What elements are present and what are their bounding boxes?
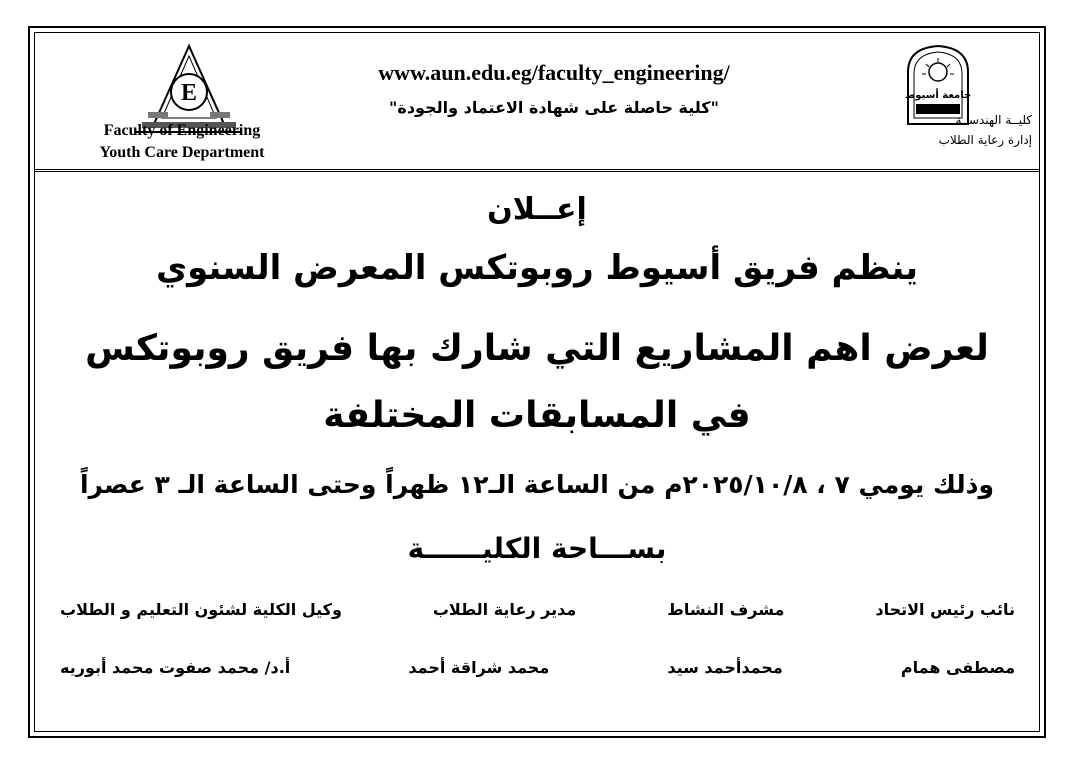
department-arabic-name: إدارة رعاية الطلاب [938,133,1032,147]
signature-title: نائب رئيس الاتحاد [875,600,1015,619]
website-url: www.aun.edu.eg/faculty_engineering/ [378,60,730,85]
signature-title: مشرف النشاط [667,600,785,619]
header-divider [34,169,1040,172]
faculty-arabic-text [854,110,1032,150]
signature-title: مدير رعاية الطلاب [432,600,577,619]
announcement-title: إعــلان [487,192,587,227]
announcement-line-1: ينظم فريق أسيوط روبوتكس المعرض السنوي [155,248,919,288]
signature-titles [60,600,1015,619]
faculty-arabic-name: كليــة الهندســة [955,113,1032,127]
accreditation-text: "كلية حاصلة على شهادة الاعتماد والجودة" [389,98,719,117]
signature-name: أ.د/ محمد صفوت محمد أبوريه [60,658,291,677]
signature-title: وكيل الكلية لشئون التعليم و الطلاب [60,600,342,619]
svg-text:جامعة أسيوط: جامعة أسيوط [904,90,972,101]
announcement-line-3: في المسابقات المختلفة [323,395,751,436]
announcement-line-2: لعرض اهم المشاريع التي شارك بها فريق روبوتكس [85,328,989,369]
signature-names [60,658,1015,677]
announcement-date-time: وذلك يومي ٧ ، ٢٠٢٥/١٠/٨م من الساعة الـ١٢ ظهراً وحتى الساعة الـ ٣ عصراً [79,470,995,499]
faculty-department-text [62,120,302,164]
svg-text:E: E [180,80,198,106]
faculty-name: Faculty of Engineering [103,122,261,139]
signature-name: محمدأحمد سيد [667,658,783,677]
signature-name: مصطفى همام [900,658,1015,677]
letterhead [34,32,1040,170]
department-name: Youth Care Department [99,144,265,161]
announcement-location: بســـاحة الكليــــــة [407,532,667,565]
signature-name: محمد شراقة أحمد [408,658,550,677]
